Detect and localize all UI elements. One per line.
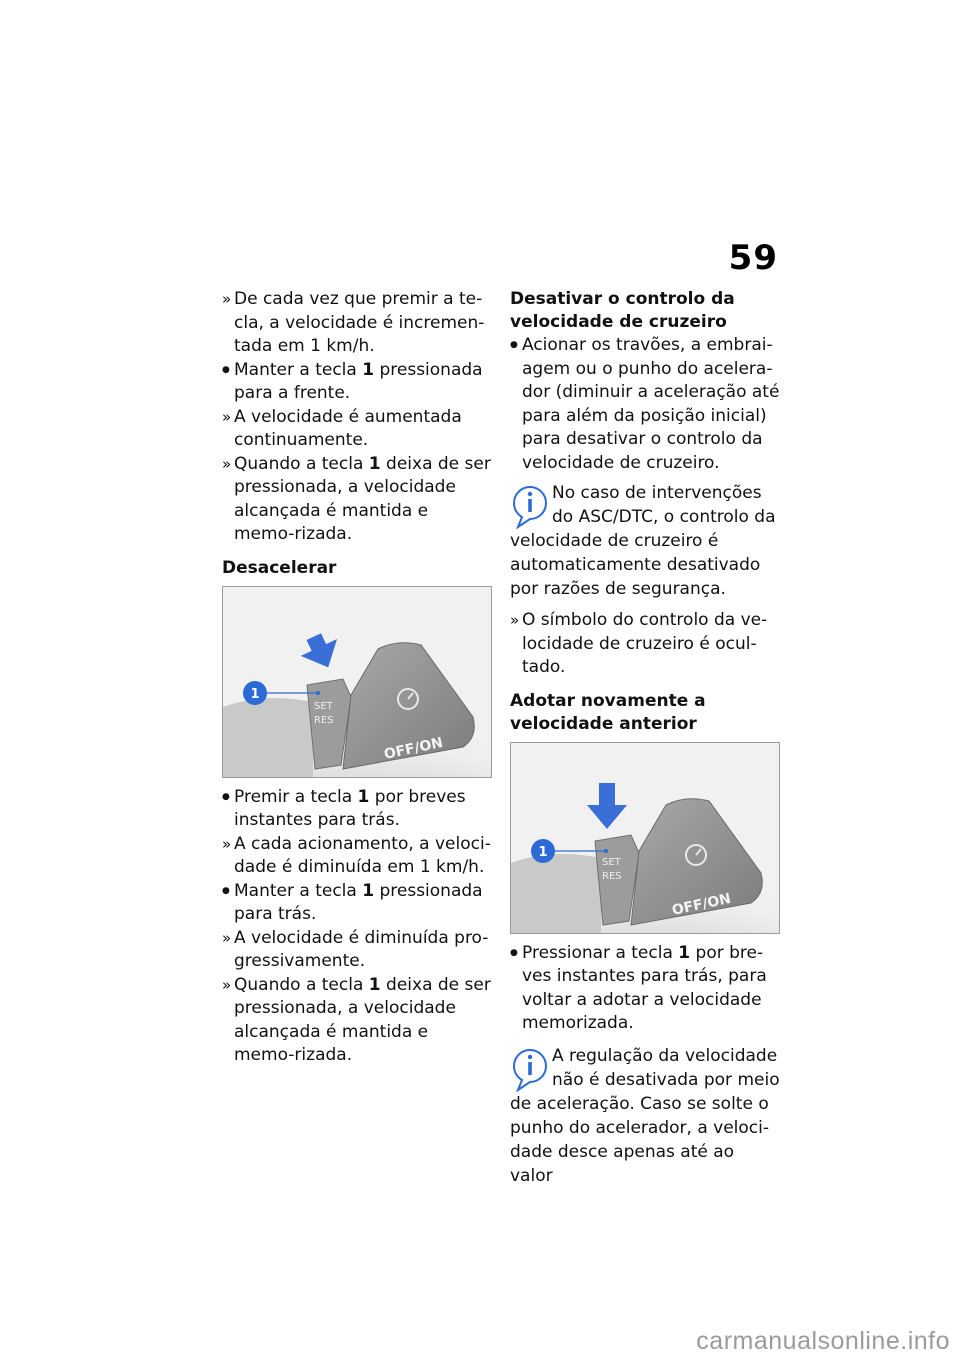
section-heading: Desativar o controlo da velocidade de cruzeiro bbox=[510, 289, 735, 332]
svg-text:1: 1 bbox=[538, 844, 548, 860]
figure-switch-decelerate bbox=[222, 586, 492, 778]
right-column bbox=[510, 288, 780, 1188]
figure-switch-resume bbox=[510, 742, 780, 934]
key-reference: 1 bbox=[368, 974, 381, 995]
svg-text:RES: RES bbox=[314, 714, 334, 726]
result-marker-icon bbox=[510, 609, 522, 634]
svg-text:RES: RES bbox=[602, 870, 622, 882]
section-heading: Adotar novamente a velocidade anterior bbox=[510, 690, 706, 734]
list-item: » Quando a tecla 1 deixa de ser pressionada, a velocidade alcançada é mantida e memo-rizada. bbox=[222, 974, 492, 1068]
key-reference: 1 bbox=[678, 942, 691, 963]
list-item: ● Premir a tecla 1 por breves instantes para trás. bbox=[222, 786, 492, 833]
svg-text:1: 1 bbox=[250, 686, 260, 702]
result-marker-icon bbox=[222, 974, 234, 999]
svg-text:OFF/ON: OFF/ON bbox=[670, 890, 733, 919]
info-icon bbox=[510, 1046, 550, 1092]
info-icon bbox=[510, 483, 550, 529]
list-item: ● Pressionar a tecla 1 por bre-ves instantes para trás, para voltar a adotar a velocidade memorizada. bbox=[510, 942, 780, 1036]
result-marker-icon bbox=[222, 833, 234, 858]
key-reference: 1 bbox=[362, 359, 375, 380]
bullet-icon bbox=[222, 880, 234, 906]
list-item: ● Acionar os travões, a embrai-agem ou o punho do acelera-dor (diminuir a aceleração até para além da posição inicial) para desativar o controlo da velocidade de cruzeiro. bbox=[510, 334, 780, 475]
list-item: » A velocidade é aumentada continuamente. bbox=[222, 406, 492, 453]
list-item: » A velocidade é diminuída pro-gressivamente. bbox=[222, 927, 492, 974]
key-reference: 1 bbox=[368, 453, 381, 474]
list-item: ● Manter a tecla 1 pressionada para a frente. bbox=[222, 359, 492, 406]
key-reference: 1 bbox=[357, 786, 370, 807]
list-item: ● Manter a tecla 1 pressionada para trás. bbox=[222, 880, 492, 927]
list-item: » A cada acionamento, a veloci-dade é diminuída em 1 km/h. bbox=[222, 833, 492, 880]
left-column bbox=[222, 288, 492, 1068]
key-reference: 1 bbox=[362, 880, 375, 901]
list-item: » O símbolo do controlo da ve-locidade de cruzeiro é ocul-tado. bbox=[510, 609, 780, 680]
bullet-icon bbox=[510, 334, 522, 360]
watermark: carmanualsonline.info bbox=[696, 1327, 950, 1355]
svg-text:OFF/ON: OFF/ON bbox=[382, 734, 445, 763]
result-marker-icon bbox=[222, 453, 234, 478]
list-item: » De cada vez que premir a te-cla, a velocidade é incremen-tada em 1 km/h. bbox=[222, 288, 492, 359]
page-number: 59 bbox=[728, 238, 778, 278]
svg-text:SET: SET bbox=[602, 856, 621, 868]
bullet-icon bbox=[222, 359, 234, 385]
info-note: A regulação da velocidade não é desativada por meio de aceleração. Caso se solte o punho do acelerador, a veloci-dade desce apenas até ao valor bbox=[510, 1045, 780, 1186]
result-marker-icon bbox=[222, 288, 234, 313]
list-item: » Quando a tecla 1 deixa de ser pressionada, a velocidade alcançada é mantida e memo-rizada. bbox=[222, 453, 492, 547]
info-note: No caso de intervenções do ASC/DTC, o controlo da velocidade de cruzeiro é automaticamente desativado por razões de segurança. bbox=[510, 483, 776, 599]
section-heading: Desacelerar bbox=[222, 557, 337, 578]
result-marker-icon bbox=[222, 927, 234, 952]
bullet-icon bbox=[222, 786, 234, 812]
svg-text:SET: SET bbox=[314, 700, 333, 712]
result-marker-icon bbox=[222, 406, 234, 431]
bullet-icon bbox=[510, 942, 522, 968]
